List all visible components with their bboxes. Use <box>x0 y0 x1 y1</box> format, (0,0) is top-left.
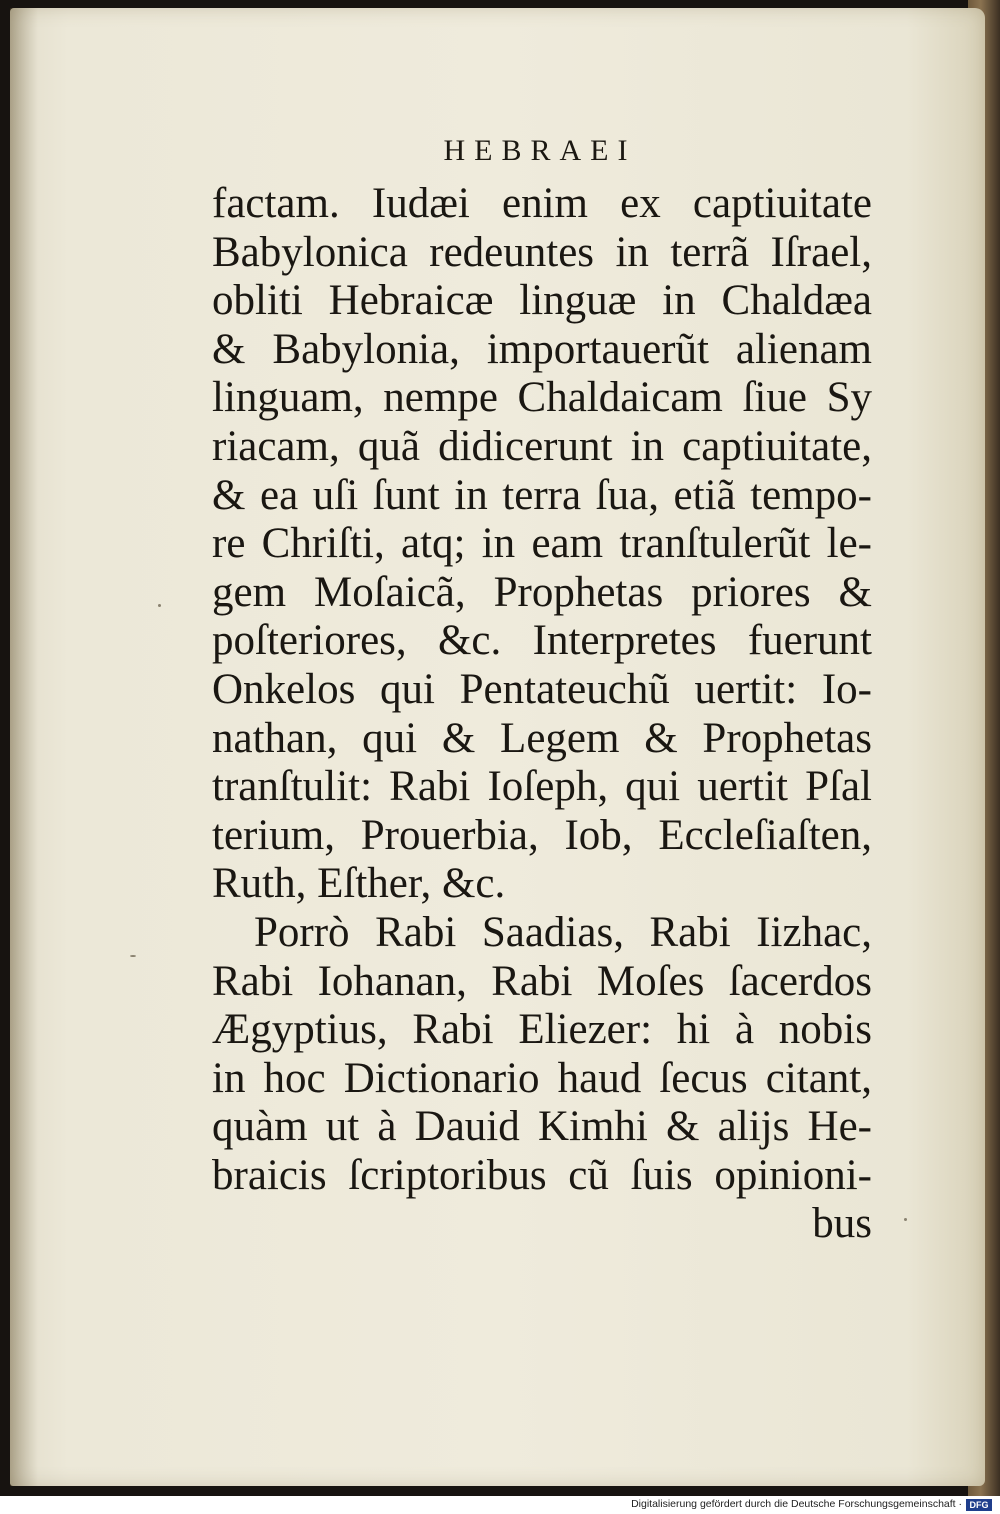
text-line: quàm ut à Dauid Kimhi & alijs He- <box>212 1103 872 1151</box>
gutter-shadow <box>10 8 38 1486</box>
paper-speck <box>130 955 136 957</box>
paper-speck <box>904 1218 907 1221</box>
funding-credit: Digitalisierung gefördert durch die Deutsche Forschungsgemeinschaft · <box>631 1498 962 1510</box>
paper-speck <box>158 604 161 607</box>
running-head: HEBRAEI <box>443 134 637 167</box>
text-line: Rabi Iohanan, Rabi Moſes ſacerdos <box>212 957 872 1005</box>
text-line: Onkelos qui Pentateuchũ uertit: Io- <box>212 665 872 713</box>
text-line: Porrò Rabi Saadias, Rabi Iizhac, <box>254 908 872 956</box>
text-line: terium, Prouerbia, Iob, Eccleſiaſten, <box>212 811 872 859</box>
text-line: braicis ſcriptoribus cũ ſuis opinioni- <box>212 1151 872 1199</box>
footer-bar <box>0 1496 1000 1514</box>
text-line: & ea uſi ſunt in terra ſua, etiã tempo- <box>212 471 872 519</box>
text-line: in hoc Dictionario haud ſecus citant, <box>212 1054 872 1102</box>
catchword: bus <box>812 1200 872 1248</box>
text-line: obliti Hebraicæ linguæ in Chaldæa <box>212 277 872 325</box>
text-line: nathan, qui & Legem & Prophetas <box>212 714 872 762</box>
text-line: Ruth, Eſther, &c. <box>212 860 506 908</box>
text-line: Ægyptius, Rabi Eliezer: hi à nobis <box>212 1006 872 1054</box>
text-line: riacam, quã didicerunt in captiuitate, <box>212 422 872 470</box>
text-line: Babylonica redeuntes in terrã Iſrael, <box>212 228 872 276</box>
text-line: factam. Iudæi enim ex captiuitate <box>212 180 872 227</box>
text-line: linguam, nempe Chaldaicam ſiue Sy <box>212 374 872 422</box>
text-line: & Babylonia, importauerũt alienam <box>212 325 872 373</box>
text-line: poſteriores, &c. Interpretes fuerunt <box>212 617 872 665</box>
text-line: re Chriſti, atq; in eam tranſtulerũt le- <box>212 520 872 568</box>
text-line: tranſtulit: Rabi Ioſeph, qui uertit Pſal <box>212 763 872 811</box>
text-line: gem Moſaicã, Prophetas priores & <box>212 568 872 616</box>
dfg-logo-icon: DFG <box>966 1499 992 1511</box>
body-text <box>212 180 872 1249</box>
